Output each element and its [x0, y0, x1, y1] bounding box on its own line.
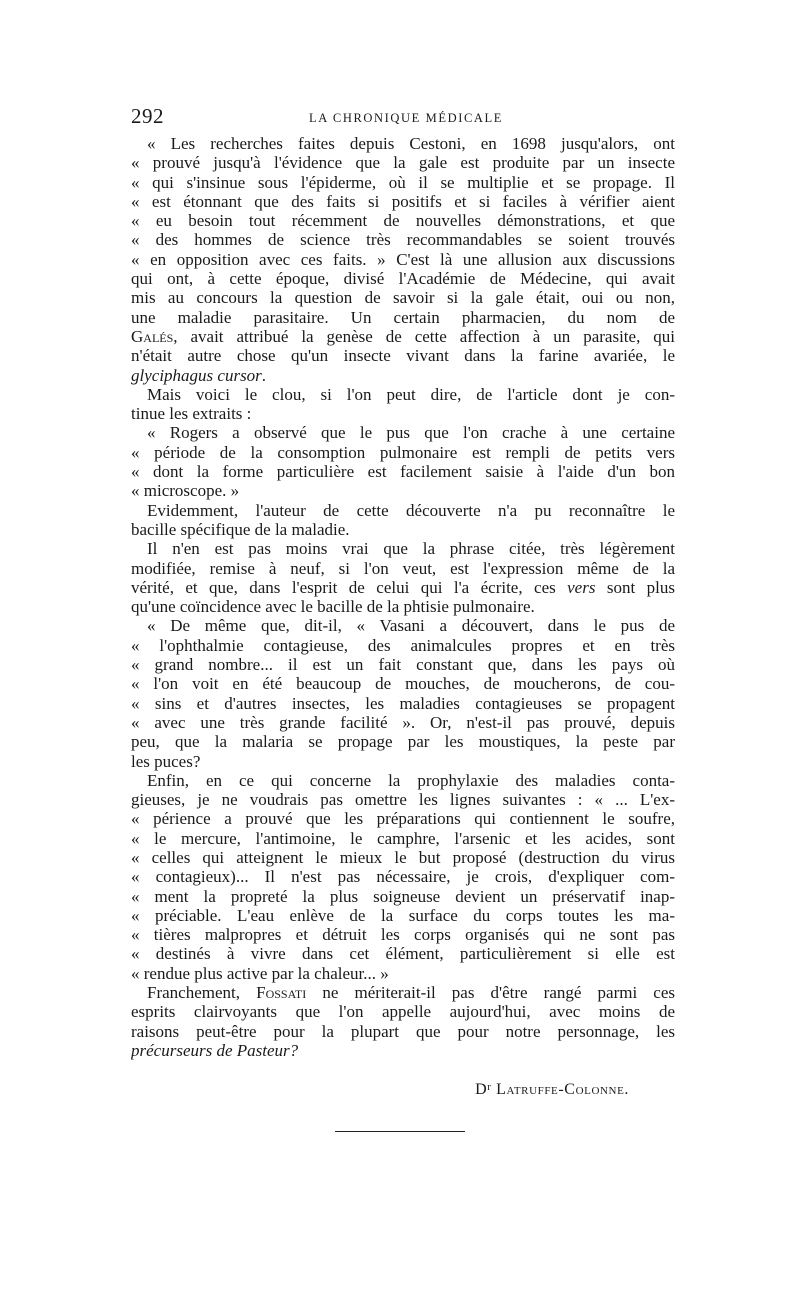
text-line: « celles qui atteignent le mieux le but proposé (destruction du virus: [131, 847, 675, 867]
closing-rule: [335, 1131, 465, 1132]
text-line: « contagieux)... Il n'est pas nécessaire, je crois, d'expliquer com-: [131, 867, 675, 887]
text-line: mis au concours la question de savoir si la gale était, oui ou non,: [131, 288, 675, 308]
text-line: vérité, et que, dans l'esprit de celui qui l'a écrite, ces vers sont plus: [131, 577, 675, 597]
text-line: « rendue plus active par la chaleur... »: [131, 963, 389, 983]
text-line: raisons peut-être pour la plupart que pour notre personnage, les: [131, 1021, 675, 1041]
text-line: Mais voici le clou, si l'on peut dire, de l'article dont je con-: [147, 384, 675, 404]
text-line: gieuses, je ne voudrais pas omettre les lignes suivantes : « ... L'ex-: [131, 790, 675, 810]
text-line: « ment la propreté la plus soigneuse devient un préservatif inap-: [131, 886, 675, 906]
text-line: une maladie parasitaire. Un certain pharmacien, du nom de: [131, 307, 675, 327]
text-line: les puces?: [131, 751, 201, 771]
text-line: « le mercure, l'antimoine, le camphre, l'arsenic et les acides, sont: [131, 828, 675, 848]
text-line: n'était autre chose qu'un insecte vivant dans la farine avariée, le: [131, 346, 675, 366]
text-line: « période de la consomption pulmonaire est rempli de petits vers: [131, 442, 675, 462]
text-line: « prouvé jusqu'à l'évidence que la gale est produite par un insecte: [131, 153, 675, 173]
text-line: « tières malpropres et détruit les corps organisés qui ne sont pas: [131, 925, 675, 945]
text-line: bacille spécifique de la maladie.: [131, 519, 350, 539]
text-line: « des hommes de science très recommandables se soient trouvés: [131, 230, 675, 250]
text-line: « microscope. »: [131, 481, 240, 501]
text-line: « grand nombre... il est un fait constant que, dans les pays où: [131, 655, 675, 675]
text-line: « périence a prouvé que les préparations qui contiennent le soufre,: [131, 809, 675, 829]
page-header: [131, 104, 671, 130]
text-line: « préciable. L'eau enlève de la surface du corps toutes les ma-: [131, 905, 675, 925]
text-line: « De même que, dit-il, « Vasani a découvert, dans le pus de: [147, 616, 675, 636]
text-line: esprits clairvoyants que l'on appelle aujourd'hui, avec moins de: [131, 1002, 675, 1022]
text-line: « l'on voit en été beaucoup de mouches, de moucherons, de cou-: [131, 674, 675, 694]
text-line: « sins et d'autres insectes, les maladies contagieuses se propagent: [131, 693, 675, 713]
text-line: « l'ophthalmie contagieuse, des animalcules propres et en très: [131, 635, 675, 655]
page-number: 292: [131, 104, 164, 128]
author-title: $D^r$: [475, 1081, 492, 1098]
article-body: [131, 134, 675, 1060]
text-line: « avec une très grande facilité ». Or, n'est-il pas prouvé, depuis: [131, 712, 675, 732]
author-signature: [131, 1081, 629, 1099]
text-line: Evidemment, l'auteur de cette découverte n'a pu reconnaître le: [147, 500, 675, 520]
text-line: « en opposition avec ces faits. » C'est là une allusion aux discussions: [131, 249, 675, 269]
text-line: Galés, avait attribué la genèse de cette affection à un parasite, qui: [131, 326, 675, 346]
text-line: qu'une coïncidence avec le bacille de la phtisie pulmonaire.: [131, 597, 535, 617]
text-line: peu, que la malaria se propage par les moustiques, la peste par: [131, 732, 675, 752]
text-line: tinue les extraits :: [131, 404, 252, 424]
text-line: « qui s'insinue sous l'épiderme, où il se multiplie et se propage. Il: [131, 172, 675, 192]
text-line: Enfin, en ce qui concerne la prophylaxie des maladies conta-: [147, 770, 675, 790]
text-line: « Rogers a observé que le pus que l'on crache à une certaine: [147, 423, 675, 443]
text-line: qui ont, à cette époque, divisé l'Académie de Médecine, qui avait: [131, 269, 675, 289]
text-line: Franchement, Fossati ne mériterait-il pas d'être rangé parmi ces: [147, 983, 675, 1003]
text-line: « est étonnant que des faits si positifs et si faciles à vérifier aient: [131, 191, 675, 211]
text-line: « eu besoin tout récemment de nouvelles démonstrations, et que: [131, 211, 675, 231]
text-line: précurseurs de Pasteur?: [131, 1040, 299, 1060]
text-line: « destinés à vivre dans cet élément, particulièrement si elle est: [131, 944, 675, 964]
text-line: glyciphagus cursor.: [131, 365, 267, 385]
running-title: LA CHRONIQUE MÉDICALE: [309, 111, 504, 125]
text-line: « Les recherches faites depuis Cestoni, en 1698 jusqu'alors, ont: [147, 134, 675, 153]
text-line: Il n'en est pas moins vrai que la phrase citée, très légèrement: [147, 539, 675, 559]
text-line: modifiée, remise à neuf, si l'on veut, est l'expression même de la: [131, 558, 675, 578]
text-line: « dont la forme particulière est facilement saisie à l'aide d'un bon: [131, 462, 675, 482]
author-name: Latruffe-Colonne.: [496, 1081, 629, 1098]
